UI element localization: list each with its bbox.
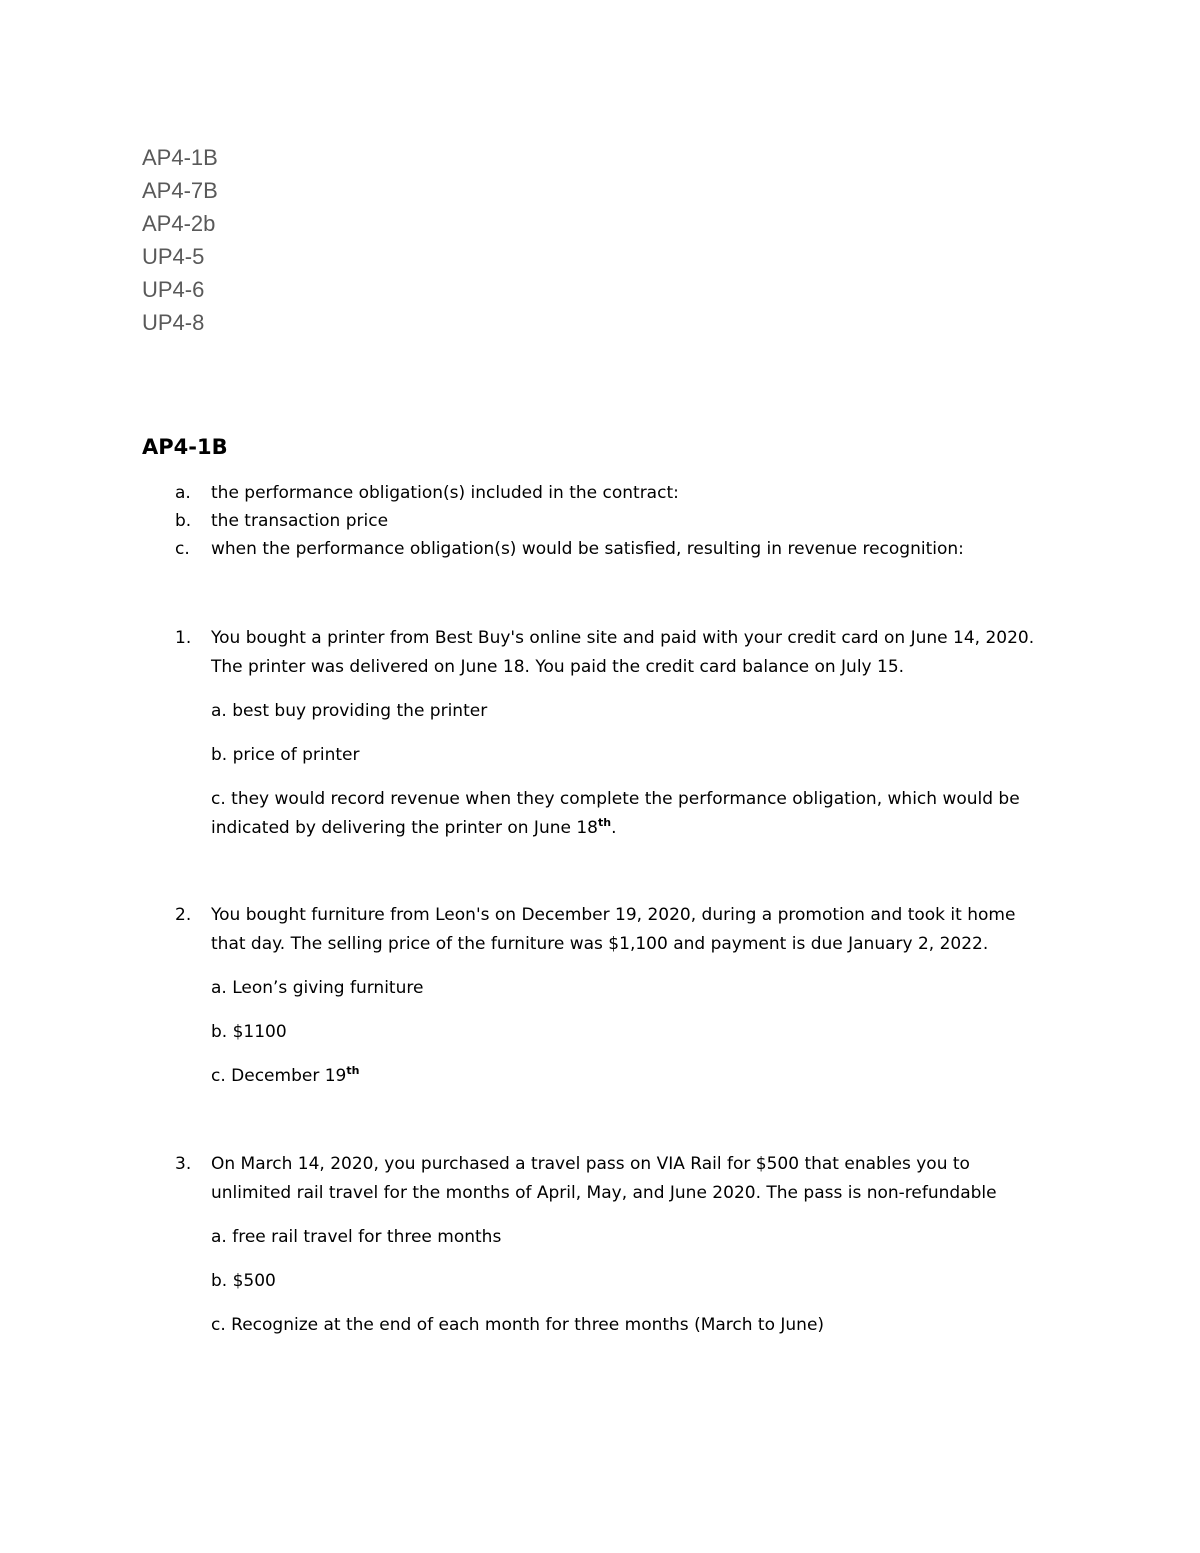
- answer-c-superscript: th: [346, 1064, 360, 1077]
- answer-c: c. Recognize at the end of each month for three months (March to June): [211, 1315, 825, 1335]
- answer-b: b. $1100: [211, 1022, 287, 1042]
- problem-list-item: UP4-5: [142, 244, 205, 269]
- criteria-item: [142, 535, 1102, 563]
- criteria-marker: b.: [175, 511, 192, 531]
- question-number: 3.: [175, 1154, 192, 1174]
- section-heading: AP4-1B: [142, 435, 228, 459]
- question-number: 1.: [175, 628, 192, 648]
- criteria-text: the transaction price: [211, 511, 389, 531]
- criteria-item: [142, 479, 1102, 507]
- answer-a: a. Leon’s giving furniture: [211, 978, 424, 998]
- question-3: [142, 1150, 1102, 1340]
- answer-c: [211, 785, 1071, 843]
- answer-c-text: c. they would record revenue when they complete the performance obligation, which would be indicated by delivering the printer on June 18: [211, 789, 1020, 838]
- question-text: You bought furniture from Leon's on December 19, 2020, during a promotion and took it home that day. The selling price of the furniture was $1,100 and payment is due January 2, 2022.: [211, 905, 1016, 954]
- question-text: On March 14, 2020, you purchased a travel pass on VIA Rail for $500 that enables you to unlimited rail travel for the months of April, May, and June 2020. The pass is non-refundable: [211, 1154, 997, 1203]
- answer-b: b. price of printer: [211, 745, 360, 765]
- criteria-list: [142, 479, 1102, 563]
- answer-a: a. best buy providing the printer: [211, 701, 488, 721]
- problem-list-item: UP4-8: [142, 310, 205, 335]
- answer-c: [211, 1062, 1102, 1091]
- answer-c-end: .: [611, 818, 617, 838]
- criteria-marker: c.: [175, 539, 190, 559]
- criteria-item: [142, 507, 1102, 535]
- problem-list: [142, 141, 218, 339]
- problem-list-item: AP4-1B: [142, 145, 218, 170]
- answer-c-text: c. December 19: [211, 1066, 347, 1086]
- question-text: You bought a printer from Best Buy's online site and paid with your credit card on June 14, 2020. The printer was delivered on June 18. You paid the credit card balance on July 15.: [211, 628, 1035, 677]
- question-number: 2.: [175, 905, 192, 925]
- problem-list-item: AP4-2b: [142, 211, 216, 236]
- question-2: [142, 901, 1102, 1091]
- answer-b: b. $500: [211, 1271, 276, 1291]
- problem-list-item: AP4-7B: [142, 178, 218, 203]
- criteria-text: the performance obligation(s) included in the contract:: [211, 483, 679, 503]
- question-1: [142, 624, 1102, 843]
- answer-c-superscript: th: [597, 816, 612, 829]
- criteria-text: when the performance obligation(s) would be satisfied, resulting in revenue recognition:: [211, 539, 964, 559]
- criteria-marker: a.: [175, 483, 191, 503]
- answer-a: a. free rail travel for three months: [211, 1227, 502, 1247]
- problem-list-item: UP4-6: [142, 277, 205, 302]
